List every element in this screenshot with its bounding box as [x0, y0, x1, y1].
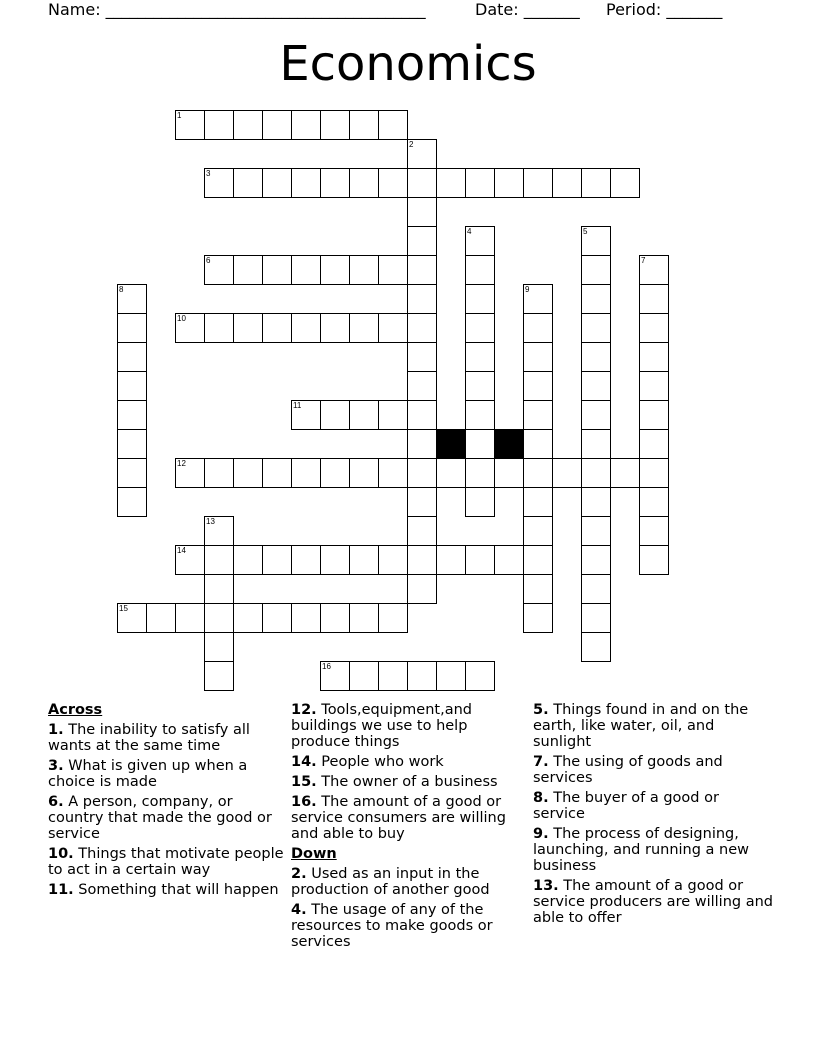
- crossword-cell[interactable]: [349, 313, 379, 343]
- crossword-cell[interactable]: [639, 487, 669, 517]
- crossword-cell[interactable]: [523, 168, 553, 198]
- crossword-cell[interactable]: [610, 458, 640, 488]
- crossword-cell[interactable]: [291, 168, 321, 198]
- crossword-cell[interactable]: [262, 313, 292, 343]
- crossword-cell[interactable]: [262, 545, 292, 575]
- crossword-cell[interactable]: [552, 458, 582, 488]
- crossword-cell[interactable]: [639, 458, 669, 488]
- clue-column-1: [48, 702, 288, 902]
- crossword-cell[interactable]: [465, 429, 495, 459]
- crossword-cell[interactable]: [117, 458, 147, 488]
- crossword-cell[interactable]: [378, 603, 408, 633]
- crossword-cell[interactable]: [262, 458, 292, 488]
- crossword-cell[interactable]: [523, 429, 553, 459]
- crossword-cell[interactable]: [523, 313, 553, 343]
- crossword-cell[interactable]: [407, 400, 437, 430]
- name-field-label: Name: ________________________________________: [48, 0, 426, 19]
- crossword-cell[interactable]: [320, 255, 350, 285]
- crossword-cell[interactable]: [291, 313, 321, 343]
- crossword-cell[interactable]: [639, 545, 669, 575]
- crossword-cell[interactable]: [581, 168, 611, 198]
- crossword-cell[interactable]: [233, 313, 263, 343]
- crossword-cell[interactable]: [378, 255, 408, 285]
- crossword-cell[interactable]: [407, 226, 437, 256]
- crossword-cell[interactable]: [349, 255, 379, 285]
- crossword-cell[interactable]: [117, 400, 147, 430]
- crossword-cell[interactable]: [233, 255, 263, 285]
- crossword-black-cell: [494, 429, 524, 459]
- crossword-cell[interactable]: [465, 342, 495, 372]
- across-clue: 1. The inability to satisfy all wants at the same time: [48, 722, 250, 754]
- crossword-cell[interactable]: [523, 545, 553, 575]
- across-clue: 14. People who work: [291, 754, 444, 770]
- page-title: Economics: [279, 36, 537, 92]
- clue-number: 11: [293, 401, 302, 410]
- crossword-cell[interactable]: [639, 313, 669, 343]
- crossword-cell[interactable]: [523, 400, 553, 430]
- crossword-cell[interactable]: [494, 458, 524, 488]
- clue-number: 12: [177, 459, 186, 468]
- crossword-cell[interactable]: [523, 371, 553, 401]
- crossword-cell[interactable]: [117, 487, 147, 517]
- crossword-cell[interactable]: [465, 168, 495, 198]
- crossword-cell[interactable]: [581, 574, 611, 604]
- crossword-cell[interactable]: [378, 110, 408, 140]
- crossword-cell[interactable]: [233, 168, 263, 198]
- crossword-cell[interactable]: [262, 110, 292, 140]
- down-clue: 4. The usage of any of the resources to make goods or services: [291, 902, 493, 950]
- down-clue: 9. The process of designing, launching, and running a new business: [533, 826, 750, 874]
- crossword-cell[interactable]: [639, 371, 669, 401]
- crossword-cell[interactable]: [407, 313, 437, 343]
- crossword-cell[interactable]: [291, 458, 321, 488]
- down-clue: 2. Used as an input in the production of another good: [291, 866, 490, 898]
- crossword-cell[interactable]: [407, 197, 437, 227]
- crossword-cell[interactable]: [494, 545, 524, 575]
- crossword-cell[interactable]: [436, 168, 466, 198]
- crossword-cell[interactable]: [262, 168, 292, 198]
- crossword-cell[interactable]: [494, 168, 524, 198]
- crossword-cell[interactable]: [349, 168, 379, 198]
- crossword-cell[interactable]: [320, 603, 350, 633]
- crossword-cell[interactable]: [465, 661, 495, 691]
- crossword-cell[interactable]: [581, 516, 611, 546]
- crossword-cell[interactable]: [320, 400, 350, 430]
- crossword-cell[interactable]: [146, 603, 176, 633]
- crossword-cell[interactable]: [465, 313, 495, 343]
- crossword-cell[interactable]: [117, 429, 147, 459]
- crossword-cell[interactable]: [204, 603, 234, 633]
- crossword-cell[interactable]: [204, 545, 234, 575]
- crossword-cell[interactable]: [233, 545, 263, 575]
- crossword-cell[interactable]: [204, 632, 234, 662]
- crossword-cell[interactable]: [523, 487, 553, 517]
- clue-number: 10: [177, 314, 186, 323]
- crossword-cell[interactable]: [233, 110, 263, 140]
- period-field-label: Period: _______: [606, 0, 723, 19]
- crossword-cell[interactable]: [465, 255, 495, 285]
- crossword-cell[interactable]: [407, 429, 437, 459]
- crossword-cell[interactable]: [465, 545, 495, 575]
- crossword-cell[interactable]: [349, 400, 379, 430]
- crossword-cell[interactable]: [407, 661, 437, 691]
- clue-number: 1: [177, 111, 182, 120]
- crossword-cell[interactable]: [581, 429, 611, 459]
- crossword-cell[interactable]: [523, 574, 553, 604]
- crossword-cell[interactable]: [117, 313, 147, 343]
- clue-number: 13: [206, 517, 215, 526]
- across-heading: Across: [48, 702, 103, 718]
- crossword-cell[interactable]: [407, 545, 437, 575]
- crossword-cell[interactable]: [465, 284, 495, 314]
- crossword-cell[interactable]: [378, 545, 408, 575]
- crossword-cell[interactable]: [204, 313, 234, 343]
- crossword-cell[interactable]: [349, 110, 379, 140]
- crossword-cell[interactable]: [233, 603, 263, 633]
- crossword-cell[interactable]: [523, 603, 553, 633]
- clue-number: 7: [641, 256, 646, 265]
- crossword-cell[interactable]: [378, 168, 408, 198]
- down-clue: 8. The buyer of a good or service: [533, 790, 719, 822]
- crossword-cell[interactable]: [320, 545, 350, 575]
- across-clue: 3. What is given up when a choice is made: [48, 758, 248, 790]
- crossword-cell[interactable]: [610, 168, 640, 198]
- clue-number: 4: [467, 227, 472, 236]
- crossword-cell[interactable]: [349, 603, 379, 633]
- down-clue: 5. Things found in and on the earth, like water, oil, and sunlight: [533, 702, 749, 750]
- crossword-cell[interactable]: [349, 545, 379, 575]
- crossword-cell[interactable]: [407, 168, 437, 198]
- crossword-cell[interactable]: [407, 516, 437, 546]
- crossword-cell[interactable]: [407, 487, 437, 517]
- crossword-cell[interactable]: [523, 516, 553, 546]
- crossword-cell[interactable]: [407, 574, 437, 604]
- crossword-cell[interactable]: [581, 545, 611, 575]
- crossword-cell[interactable]: [639, 342, 669, 372]
- clue-column-3: [533, 702, 773, 930]
- clue-number: 3: [206, 169, 211, 178]
- clue-number: 8: [119, 285, 124, 294]
- across-clue: 6. A person, company, or country that made the good or service: [48, 794, 272, 842]
- crossword-cell[interactable]: [465, 458, 495, 488]
- crossword-cell[interactable]: [204, 110, 234, 140]
- crossword-cell[interactable]: [378, 400, 408, 430]
- crossword-cell[interactable]: [581, 603, 611, 633]
- down-clue: 7. The using of goods and services: [533, 754, 723, 786]
- crossword-cell[interactable]: [465, 487, 495, 517]
- crossword-cell[interactable]: [320, 458, 350, 488]
- crossword-cell[interactable]: [407, 342, 437, 372]
- crossword-cell[interactable]: [581, 400, 611, 430]
- across-clue: 10. Things that motivate people to act in a certain way: [48, 846, 284, 878]
- clue-number: 16: [322, 662, 331, 671]
- crossword-cell[interactable]: [581, 255, 611, 285]
- crossword-cell[interactable]: [320, 168, 350, 198]
- crossword-cell[interactable]: [581, 284, 611, 314]
- crossword-cell[interactable]: [349, 661, 379, 691]
- crossword-cell[interactable]: [581, 342, 611, 372]
- crossword-cell[interactable]: [407, 458, 437, 488]
- date-field-label: Date: _______: [475, 0, 580, 19]
- across-clue: 11. Something that will happen: [48, 882, 279, 898]
- crossword-cell[interactable]: [523, 342, 553, 372]
- crossword-cell[interactable]: [581, 632, 611, 662]
- crossword-cell[interactable]: [407, 371, 437, 401]
- crossword-cell[interactable]: [465, 400, 495, 430]
- crossword-cell[interactable]: [639, 284, 669, 314]
- crossword-cell[interactable]: [204, 574, 234, 604]
- crossword-cell[interactable]: [465, 371, 495, 401]
- crossword-cell[interactable]: [349, 458, 379, 488]
- crossword-cell[interactable]: [378, 458, 408, 488]
- down-heading: Down: [291, 846, 337, 862]
- clue-column-2: [291, 702, 531, 954]
- crossword-cell[interactable]: [117, 342, 147, 372]
- crossword-cell[interactable]: [378, 661, 408, 691]
- clue-number: 2: [409, 140, 414, 149]
- crossword-cell[interactable]: [291, 545, 321, 575]
- crossword-cell[interactable]: [639, 400, 669, 430]
- crossword-cell[interactable]: [204, 458, 234, 488]
- crossword-cell[interactable]: [436, 545, 466, 575]
- crossword-cell[interactable]: [436, 458, 466, 488]
- crossword-cell[interactable]: [233, 458, 263, 488]
- crossword-cell[interactable]: [639, 429, 669, 459]
- crossword-cell[interactable]: [639, 516, 669, 546]
- crossword-cell[interactable]: [262, 603, 292, 633]
- crossword-cell[interactable]: [320, 110, 350, 140]
- crossword-cell[interactable]: [436, 661, 466, 691]
- across-clue: 15. The owner of a business: [291, 774, 498, 790]
- clue-number: 6: [206, 256, 211, 265]
- clue-number: 15: [119, 604, 128, 613]
- crossword-cell[interactable]: [291, 110, 321, 140]
- crossword-cell[interactable]: [175, 603, 205, 633]
- crossword-cell[interactable]: [291, 255, 321, 285]
- clue-number: 9: [525, 285, 530, 294]
- crossword-cell[interactable]: [407, 255, 437, 285]
- crossword-cell[interactable]: [378, 313, 408, 343]
- across-clue: 16. The amount of a good or service consumers are willing and able to buy: [291, 794, 506, 842]
- crossword-cell[interactable]: [581, 313, 611, 343]
- crossword-cell[interactable]: [320, 313, 350, 343]
- crossword-cell[interactable]: [581, 371, 611, 401]
- crossword-cell[interactable]: [552, 168, 582, 198]
- clue-number: 14: [177, 546, 186, 555]
- across-clue: 12. Tools,equipment,and buildings we use to help produce things: [291, 702, 472, 750]
- crossword-cell[interactable]: [523, 458, 553, 488]
- crossword-cell[interactable]: [407, 284, 437, 314]
- crossword-cell[interactable]: [581, 458, 611, 488]
- crossword-cell[interactable]: [581, 487, 611, 517]
- crossword-cell[interactable]: [204, 661, 234, 691]
- crossword-cell[interactable]: [117, 371, 147, 401]
- crossword-black-cell: [436, 429, 466, 459]
- crossword-cell[interactable]: [262, 255, 292, 285]
- crossword-cell[interactable]: [291, 603, 321, 633]
- clue-number: 5: [583, 227, 588, 236]
- down-clue: 13. The amount of a good or service producers are willing and able to offer: [533, 878, 773, 926]
